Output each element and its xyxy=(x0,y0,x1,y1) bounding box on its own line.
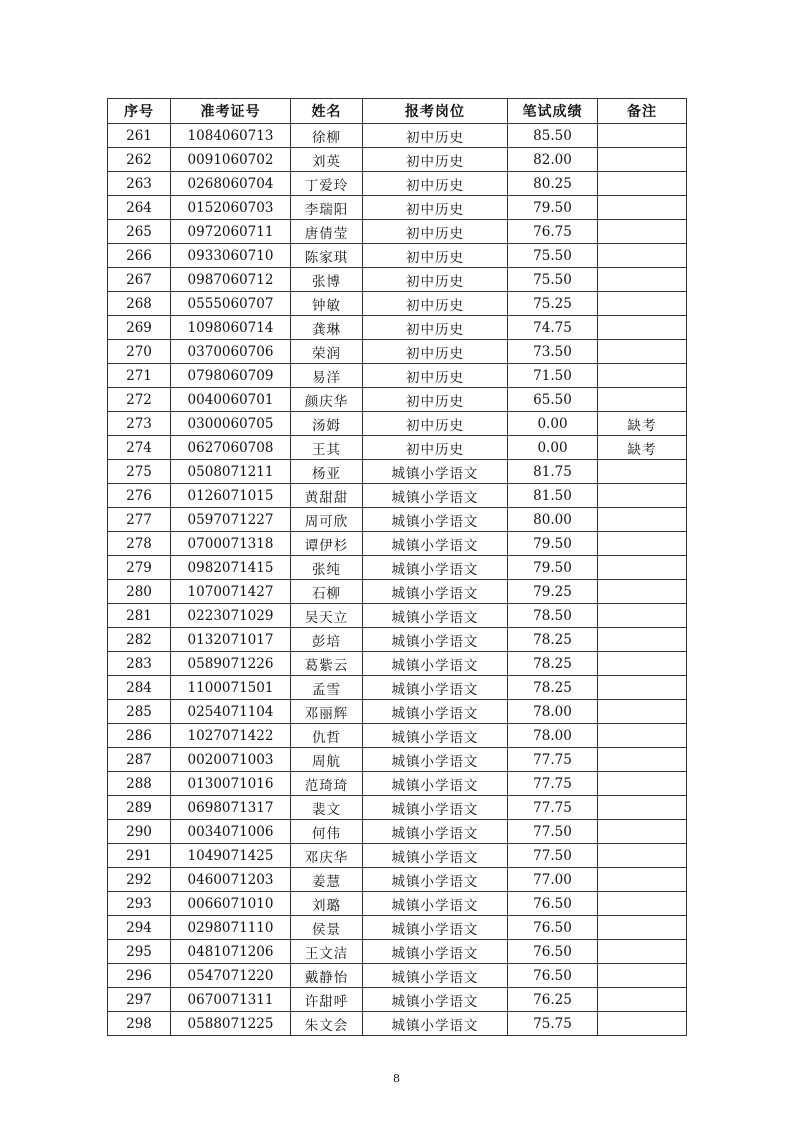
table-header-row xyxy=(108,99,687,124)
cell-remark xyxy=(598,748,687,772)
cell-name: 张博 xyxy=(291,268,363,292)
cell-seq: 264 xyxy=(108,196,171,220)
cell-position: 初中历史 xyxy=(363,388,508,412)
cell-remark xyxy=(598,628,687,652)
cell-remark xyxy=(598,484,687,508)
cell-name: 刘璐 xyxy=(291,892,363,916)
cell-name: 易洋 xyxy=(291,364,363,388)
table-row xyxy=(108,340,687,364)
cell-written-score: 77.75 xyxy=(508,796,598,820)
cell-seq: 282 xyxy=(108,628,171,652)
cell-name: 黄甜甜 xyxy=(291,484,363,508)
cell-seq: 278 xyxy=(108,532,171,556)
cell-position: 初中历史 xyxy=(363,316,508,340)
cell-name: 许甜呼 xyxy=(291,988,363,1012)
table-row xyxy=(108,460,687,484)
cell-ticket-number: 0982071415 xyxy=(171,556,291,580)
cell-remark xyxy=(598,172,687,196)
cell-position: 城镇小学语文 xyxy=(363,1012,508,1036)
cell-remark xyxy=(598,964,687,988)
cell-name: 杨亚 xyxy=(291,460,363,484)
cell-seq: 279 xyxy=(108,556,171,580)
cell-seq: 271 xyxy=(108,364,171,388)
cell-name: 孟雪 xyxy=(291,676,363,700)
cell-name: 谭伊杉 xyxy=(291,532,363,556)
table-row xyxy=(108,796,687,820)
header-seq: 序号 xyxy=(108,99,171,124)
cell-written-score: 75.75 xyxy=(508,1012,598,1036)
cell-written-score: 81.75 xyxy=(508,460,598,484)
cell-seq: 293 xyxy=(108,892,171,916)
cell-position: 城镇小学语文 xyxy=(363,604,508,628)
cell-seq: 267 xyxy=(108,268,171,292)
cell-written-score: 78.00 xyxy=(508,724,598,748)
cell-ticket-number: 0152060703 xyxy=(171,196,291,220)
cell-position: 城镇小学语文 xyxy=(363,628,508,652)
cell-written-score: 76.50 xyxy=(508,964,598,988)
cell-position: 城镇小学语文 xyxy=(363,916,508,940)
cell-ticket-number: 0132071017 xyxy=(171,628,291,652)
score-table xyxy=(107,98,687,1036)
cell-name: 侯景 xyxy=(291,916,363,940)
table-row xyxy=(108,124,687,148)
cell-ticket-number: 0020071003 xyxy=(171,748,291,772)
cell-ticket-number: 1027071422 xyxy=(171,724,291,748)
cell-remark xyxy=(598,316,687,340)
cell-written-score: 75.50 xyxy=(508,244,598,268)
table-row xyxy=(108,148,687,172)
cell-remark: 缺考 xyxy=(598,436,687,460)
cell-written-score: 75.50 xyxy=(508,268,598,292)
cell-ticket-number: 0670071311 xyxy=(171,988,291,1012)
cell-ticket-number: 1098060714 xyxy=(171,316,291,340)
cell-position: 初中历史 xyxy=(363,220,508,244)
cell-seq: 273 xyxy=(108,412,171,436)
cell-written-score: 81.50 xyxy=(508,484,598,508)
cell-position: 城镇小学语文 xyxy=(363,724,508,748)
table-row xyxy=(108,604,687,628)
cell-remark xyxy=(598,652,687,676)
cell-name: 钟敏 xyxy=(291,292,363,316)
header-ticket-number: 准考证号 xyxy=(171,99,291,124)
cell-name: 陈家琪 xyxy=(291,244,363,268)
cell-ticket-number: 0798060709 xyxy=(171,364,291,388)
table-row xyxy=(108,316,687,340)
cell-written-score: 78.25 xyxy=(508,628,598,652)
cell-name: 唐倩莹 xyxy=(291,220,363,244)
cell-seq: 284 xyxy=(108,676,171,700)
cell-seq: 292 xyxy=(108,868,171,892)
cell-position: 城镇小学语文 xyxy=(363,988,508,1012)
cell-written-score: 82.00 xyxy=(508,148,598,172)
cell-ticket-number: 0034071006 xyxy=(171,820,291,844)
table-row xyxy=(108,532,687,556)
cell-written-score: 79.50 xyxy=(508,532,598,556)
cell-position: 城镇小学语文 xyxy=(363,748,508,772)
cell-remark xyxy=(598,508,687,532)
cell-ticket-number: 0589071226 xyxy=(171,652,291,676)
cell-name: 何伟 xyxy=(291,820,363,844)
cell-remark xyxy=(598,796,687,820)
cell-written-score: 76.50 xyxy=(508,892,598,916)
cell-written-score: 78.50 xyxy=(508,604,598,628)
cell-position: 城镇小学语文 xyxy=(363,460,508,484)
table-body xyxy=(108,124,687,1036)
cell-name: 王文洁 xyxy=(291,940,363,964)
cell-position: 初中历史 xyxy=(363,148,508,172)
cell-written-score: 75.25 xyxy=(508,292,598,316)
cell-position: 初中历史 xyxy=(363,436,508,460)
cell-remark xyxy=(598,124,687,148)
cell-position: 城镇小学语文 xyxy=(363,700,508,724)
cell-written-score: 73.50 xyxy=(508,340,598,364)
cell-written-score: 85.50 xyxy=(508,124,598,148)
cell-written-score: 0.00 xyxy=(508,412,598,436)
cell-name: 葛紫云 xyxy=(291,652,363,676)
cell-seq: 286 xyxy=(108,724,171,748)
table-row xyxy=(108,268,687,292)
cell-ticket-number: 0130071016 xyxy=(171,772,291,796)
cell-remark xyxy=(598,196,687,220)
cell-written-score: 80.00 xyxy=(508,508,598,532)
cell-remark xyxy=(598,820,687,844)
table-row xyxy=(108,700,687,724)
cell-seq: 266 xyxy=(108,244,171,268)
cell-seq: 275 xyxy=(108,460,171,484)
cell-position: 初中历史 xyxy=(363,292,508,316)
table-row xyxy=(108,964,687,988)
table-row xyxy=(108,196,687,220)
cell-seq: 290 xyxy=(108,820,171,844)
table-row xyxy=(108,772,687,796)
cell-remark xyxy=(598,292,687,316)
table-row xyxy=(108,748,687,772)
cell-seq: 274 xyxy=(108,436,171,460)
cell-name: 荣润 xyxy=(291,340,363,364)
cell-seq: 298 xyxy=(108,1012,171,1036)
cell-remark xyxy=(598,676,687,700)
cell-remark xyxy=(598,244,687,268)
cell-position: 初中历史 xyxy=(363,412,508,436)
cell-position: 城镇小学语文 xyxy=(363,820,508,844)
page-number: 8 xyxy=(393,1072,400,1085)
cell-seq: 272 xyxy=(108,388,171,412)
cell-remark xyxy=(598,340,687,364)
table-row xyxy=(108,508,687,532)
cell-written-score: 76.25 xyxy=(508,988,598,1012)
cell-ticket-number: 0481071206 xyxy=(171,940,291,964)
cell-seq: 287 xyxy=(108,748,171,772)
cell-name: 王其 xyxy=(291,436,363,460)
table-row xyxy=(108,988,687,1012)
cell-position: 城镇小学语文 xyxy=(363,484,508,508)
cell-written-score: 79.25 xyxy=(508,580,598,604)
cell-seq: 281 xyxy=(108,604,171,628)
cell-position: 城镇小学语文 xyxy=(363,844,508,868)
cell-seq: 289 xyxy=(108,796,171,820)
cell-name: 汤姆 xyxy=(291,412,363,436)
table-row xyxy=(108,484,687,508)
cell-remark xyxy=(598,532,687,556)
cell-seq: 295 xyxy=(108,940,171,964)
cell-name: 李瑞阳 xyxy=(291,196,363,220)
cell-position: 初中历史 xyxy=(363,268,508,292)
cell-position: 城镇小学语文 xyxy=(363,652,508,676)
cell-written-score: 71.50 xyxy=(508,364,598,388)
cell-position: 初中历史 xyxy=(363,172,508,196)
cell-written-score: 77.50 xyxy=(508,844,598,868)
cell-written-score: 76.50 xyxy=(508,916,598,940)
table-row xyxy=(108,844,687,868)
table-row xyxy=(108,724,687,748)
cell-name: 范琦琦 xyxy=(291,772,363,796)
cell-ticket-number: 0508071211 xyxy=(171,460,291,484)
cell-remark xyxy=(598,388,687,412)
cell-remark xyxy=(598,460,687,484)
cell-seq: 294 xyxy=(108,916,171,940)
cell-position: 城镇小学语文 xyxy=(363,964,508,988)
cell-ticket-number: 0972060711 xyxy=(171,220,291,244)
cell-name: 戴静怡 xyxy=(291,964,363,988)
cell-seq: 270 xyxy=(108,340,171,364)
cell-ticket-number: 0254071104 xyxy=(171,700,291,724)
cell-seq: 265 xyxy=(108,220,171,244)
table-row xyxy=(108,364,687,388)
cell-position: 城镇小学语文 xyxy=(363,580,508,604)
cell-ticket-number: 0370060706 xyxy=(171,340,291,364)
cell-seq: 268 xyxy=(108,292,171,316)
cell-written-score: 78.00 xyxy=(508,700,598,724)
cell-seq: 296 xyxy=(108,964,171,988)
table-row xyxy=(108,436,687,460)
cell-name: 刘英 xyxy=(291,148,363,172)
cell-name: 仇哲 xyxy=(291,724,363,748)
table-row xyxy=(108,652,687,676)
cell-name: 邓庆华 xyxy=(291,844,363,868)
cell-name: 龚琳 xyxy=(291,316,363,340)
cell-seq: 263 xyxy=(108,172,171,196)
table-row xyxy=(108,820,687,844)
cell-seq: 283 xyxy=(108,652,171,676)
cell-name: 石柳 xyxy=(291,580,363,604)
table-row xyxy=(108,580,687,604)
table-row xyxy=(108,556,687,580)
cell-seq: 262 xyxy=(108,148,171,172)
cell-ticket-number: 0698071317 xyxy=(171,796,291,820)
header-remark: 备注 xyxy=(598,99,687,124)
cell-seq: 280 xyxy=(108,580,171,604)
table-row xyxy=(108,940,687,964)
cell-ticket-number: 0223071029 xyxy=(171,604,291,628)
cell-written-score: 65.50 xyxy=(508,388,598,412)
cell-written-score: 74.75 xyxy=(508,316,598,340)
cell-written-score: 76.50 xyxy=(508,940,598,964)
table-row xyxy=(108,1012,687,1036)
cell-written-score: 0.00 xyxy=(508,436,598,460)
cell-name: 彭培 xyxy=(291,628,363,652)
cell-seq: 276 xyxy=(108,484,171,508)
cell-remark xyxy=(598,1012,687,1036)
cell-ticket-number: 0700071318 xyxy=(171,532,291,556)
table-row xyxy=(108,628,687,652)
cell-ticket-number: 0300060705 xyxy=(171,412,291,436)
cell-written-score: 77.75 xyxy=(508,772,598,796)
cell-position: 城镇小学语文 xyxy=(363,892,508,916)
cell-remark xyxy=(598,364,687,388)
cell-position: 城镇小学语文 xyxy=(363,772,508,796)
cell-ticket-number: 0547071220 xyxy=(171,964,291,988)
cell-written-score: 80.25 xyxy=(508,172,598,196)
table-row xyxy=(108,892,687,916)
cell-ticket-number: 0597071227 xyxy=(171,508,291,532)
cell-written-score: 77.00 xyxy=(508,868,598,892)
cell-written-score: 77.50 xyxy=(508,820,598,844)
table-row xyxy=(108,676,687,700)
header-written-score: 笔试成绩 xyxy=(508,99,598,124)
cell-ticket-number: 0460071203 xyxy=(171,868,291,892)
cell-position: 初中历史 xyxy=(363,124,508,148)
cell-name: 吴天立 xyxy=(291,604,363,628)
cell-remark xyxy=(598,772,687,796)
cell-position: 城镇小学语文 xyxy=(363,508,508,532)
table-row xyxy=(108,916,687,940)
cell-position: 城镇小学语文 xyxy=(363,676,508,700)
table-row xyxy=(108,220,687,244)
cell-position: 城镇小学语文 xyxy=(363,532,508,556)
table-row xyxy=(108,388,687,412)
cell-ticket-number: 0066071010 xyxy=(171,892,291,916)
cell-name: 邓丽辉 xyxy=(291,700,363,724)
cell-remark xyxy=(598,916,687,940)
table-row xyxy=(108,868,687,892)
cell-ticket-number: 1049071425 xyxy=(171,844,291,868)
cell-ticket-number: 1084060713 xyxy=(171,124,291,148)
cell-position: 初中历史 xyxy=(363,244,508,268)
table-row xyxy=(108,172,687,196)
cell-remark xyxy=(598,724,687,748)
cell-seq: 285 xyxy=(108,700,171,724)
cell-remark xyxy=(598,844,687,868)
table-row xyxy=(108,292,687,316)
table-row xyxy=(108,244,687,268)
cell-ticket-number: 0588071225 xyxy=(171,1012,291,1036)
cell-position: 初中历史 xyxy=(363,364,508,388)
header-name: 姓名 xyxy=(291,99,363,124)
cell-seq: 261 xyxy=(108,124,171,148)
cell-name: 周航 xyxy=(291,748,363,772)
cell-remark xyxy=(598,988,687,1012)
cell-remark xyxy=(598,892,687,916)
cell-written-score: 78.25 xyxy=(508,676,598,700)
cell-seq: 269 xyxy=(108,316,171,340)
cell-remark xyxy=(598,604,687,628)
cell-remark xyxy=(598,868,687,892)
cell-name: 徐柳 xyxy=(291,124,363,148)
cell-remark xyxy=(598,940,687,964)
cell-seq: 277 xyxy=(108,508,171,532)
cell-remark xyxy=(598,148,687,172)
cell-ticket-number: 0987060712 xyxy=(171,268,291,292)
cell-remark xyxy=(598,700,687,724)
cell-ticket-number: 0040060701 xyxy=(171,388,291,412)
cell-remark xyxy=(598,580,687,604)
cell-name: 颜庆华 xyxy=(291,388,363,412)
cell-written-score: 78.25 xyxy=(508,652,598,676)
table-row xyxy=(108,412,687,436)
cell-remark xyxy=(598,220,687,244)
cell-name: 周可欣 xyxy=(291,508,363,532)
cell-ticket-number: 0555060707 xyxy=(171,292,291,316)
cell-position: 初中历史 xyxy=(363,196,508,220)
cell-position: 城镇小学语文 xyxy=(363,940,508,964)
cell-name: 姜慧 xyxy=(291,868,363,892)
cell-ticket-number: 0091060702 xyxy=(171,148,291,172)
cell-written-score: 76.75 xyxy=(508,220,598,244)
cell-remark xyxy=(598,268,687,292)
cell-written-score: 79.50 xyxy=(508,556,598,580)
cell-name: 朱文会 xyxy=(291,1012,363,1036)
cell-ticket-number: 0126071015 xyxy=(171,484,291,508)
cell-seq: 291 xyxy=(108,844,171,868)
header-position: 报考岗位 xyxy=(363,99,508,124)
cell-seq: 297 xyxy=(108,988,171,1012)
cell-position: 城镇小学语文 xyxy=(363,868,508,892)
cell-position: 城镇小学语文 xyxy=(363,556,508,580)
cell-seq: 288 xyxy=(108,772,171,796)
cell-ticket-number: 1100071501 xyxy=(171,676,291,700)
cell-ticket-number: 1070071427 xyxy=(171,580,291,604)
cell-ticket-number: 0933060710 xyxy=(171,244,291,268)
cell-written-score: 77.75 xyxy=(508,748,598,772)
cell-name: 丁爱玲 xyxy=(291,172,363,196)
cell-ticket-number: 0268060704 xyxy=(171,172,291,196)
cell-written-score: 79.50 xyxy=(508,196,598,220)
cell-name: 张纯 xyxy=(291,556,363,580)
cell-remark xyxy=(598,556,687,580)
cell-ticket-number: 0627060708 xyxy=(171,436,291,460)
cell-remark: 缺考 xyxy=(598,412,687,436)
cell-position: 初中历史 xyxy=(363,340,508,364)
cell-name: 裴文 xyxy=(291,796,363,820)
cell-position: 城镇小学语文 xyxy=(363,796,508,820)
cell-ticket-number: 0298071110 xyxy=(171,916,291,940)
